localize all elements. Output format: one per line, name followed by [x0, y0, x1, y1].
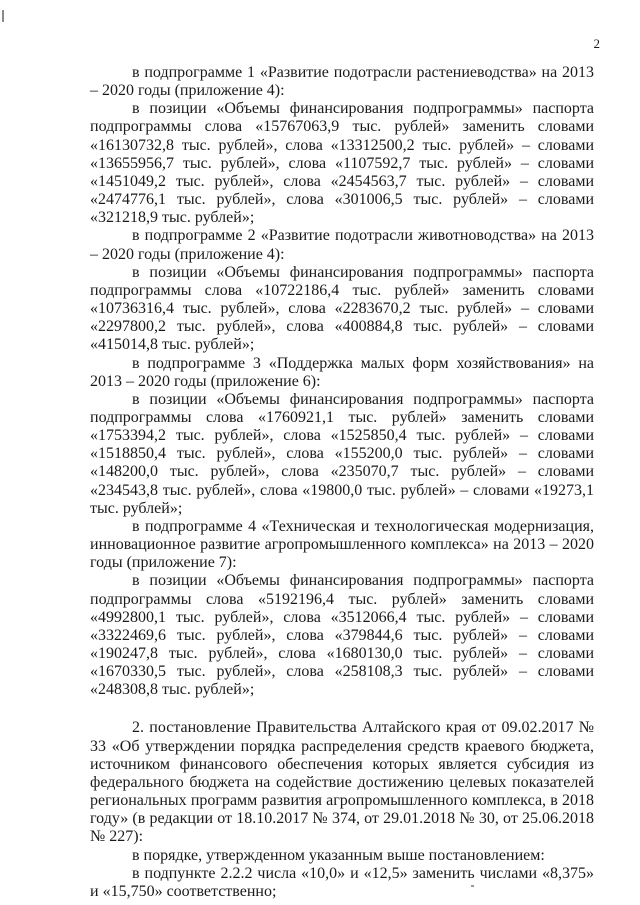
paragraph-subprogram-4-amendment: в позиции «Объемы финансирования подпрограммы» паспорта подпрограммы слова «5192196,4 тыс. рублей» заменить словами «4992800,1 тыс. рублей», слова «3512066,4 тыс. рублей» – словами «3322469,6 тыс. рублей», слова «379844,6 тыс. рублей» – словами «190247,8 тыс. рублей», слова «1680130,0 тыс. рублей» – словами «1670330,5 тыс. рублей», слова «258108,3 тыс. рублей» – словами «248308,8 тыс. рублей»;: [90, 572, 594, 699]
scan-speck: [471, 885, 474, 887]
page-number: 2: [593, 36, 600, 51]
margin-mark: [2, 10, 4, 22]
paragraph-resolution-2: 2. постановление Правительства Алтайского края от 09.02.2017 № 33 «Об утверждении порядка распределения средств краевого бюджета, источником финансового обеспечения которых является субсидия из федерального бюджета на содействие достижению целевых показателей региональных программ развития агропромышленного комплекса, в 2018 году» (в редакции от 18.10.2017 № 374, от 29.01.2018 № 30, от 25.06.2018 № 227):: [90, 719, 594, 846]
document-body: [90, 64, 594, 901]
paragraph-procedure: в порядке, утвержденном указанным выше постановлением:: [132, 846, 545, 864]
paragraph-subprogram-3: в подпрограмме 3 «Поддержка малых форм хозяйствования» на 2013 – 2020 годы (приложение 6):: [90, 354, 594, 390]
paragraph-subprogram-2: в подпрограмме 2 «Развитие подотрасли животноводства» на 2013 – 2020 годы (приложение 4):: [90, 227, 594, 263]
paragraph-subclause-amendment: в подпункте 2.2.2 числа «10,0» и «12,5» заменить числами «8,375» и «15,750» соответственно;: [90, 864, 594, 900]
paragraph-subprogram-1-amendment: в позиции «Объемы финансирования подпрограммы» паспорта подпрограммы слова «15767063,9 тыс. рублей» заменить словами «16130732,8 тыс. рублей», слова «13312500,2 тыс. рублей» – словами «13655956,7 тыс. рублей», слова «1107592,7 тыс. рублей» – словами «1451049,2 тыс. рублей», слова «2454563,7 тыс. рублей» – словами «2474776,1 тыс. рублей», слова «301006,5 тыс. рублей» – словами «321218,9 тыс. рублей»;: [90, 100, 594, 227]
paragraph-subprogram-4: в подпрограмме 4 «Техническая и технологическая модернизация, инновационное развитие агропромышленного комплекса» на 2013 – 2020 годы (приложение 7):: [90, 517, 594, 572]
paragraph-subprogram-3-amendment: в позиции «Объемы финансирования подпрограммы» паспорта подпрограммы слова «1760921,1 тыс. рублей» заменить словами «1753394,2 тыс. рублей», слова «1525850,4 тыс. рублей» – словами «1518850,4 тыс. рублей», слова «155200,0 тыс. рублей» – словами «148200,0 тыс. рублей», слова «235070,7 тыс. рублей» – словами «234543,8 тыс. рублей», слова «19800,0 тыс. рублей» – словами «19273,1 тыс. рублей»;: [90, 390, 594, 517]
paragraph-subprogram-2-amendment: в позиции «Объемы финансирования подпрограммы» паспорта подпрограммы слова «10722186,4 тыс. рублей» заменить словами «10736316,4 тыс. рублей», слова «2283670,2 тыс. рублей» – словами «2297800,2 тыс. рублей», слова «400884,8 тыс. рублей» – словами «415014,8 тыс. рублей»;: [90, 263, 594, 354]
paragraph-subprogram-1: в подпрограмме 1 «Развитие подотрасли растениеводства» на 2013 – 2020 годы (приложение 4):: [90, 64, 594, 100]
